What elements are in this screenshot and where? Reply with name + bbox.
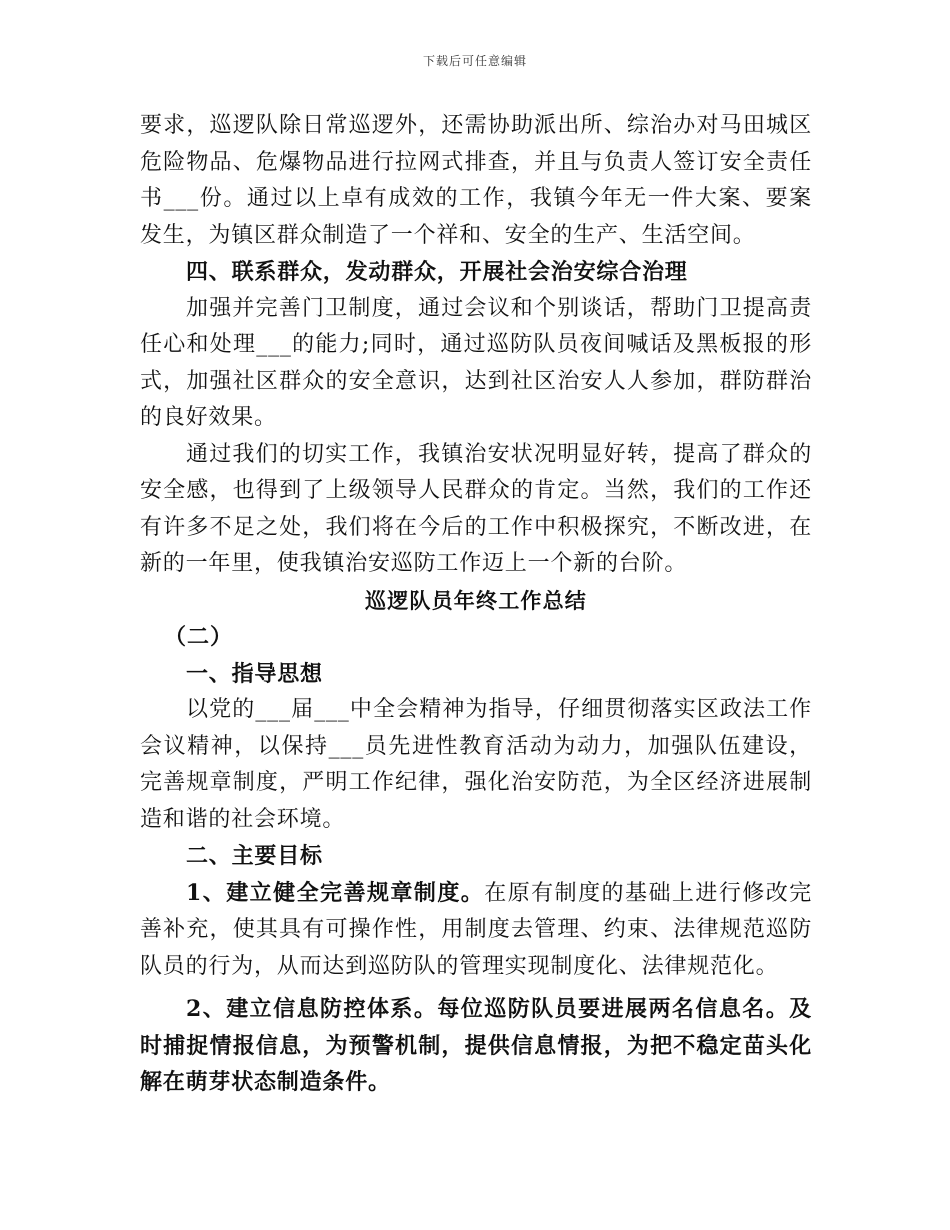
paragraph-1: 要求，巡逻队除日常巡逻外，还需协助派出所、综治办对马田城区危险物品、危爆物品进行拉网式排查，并且与负责人签订安全责任书___份。通过以上卓有成效的工作，我镇今年无一件大案、要案发生，为镇区群众制造了一个祥和、安全的生产、生活空间。	[140, 113, 812, 248]
paragraph-3: 通过我们的切实工作，我镇治安状况明显好转，提高了群众的安全感，也得到了上级领导人民群众的肯定。当然，我们的工作还有许多不足之处，我们将在今后的工作中积极探究，不断改进，在新的一年里，使我镇治安巡防工作迈上一个新的台阶。	[140, 441, 812, 576]
document-title: 巡逻队员年终工作总结	[365, 587, 587, 613]
paragraph-6: 2、建立信息防控体系。每位巡防队员要进展两名信息名。及时捕捉情报信息，为预警机制，提供信息情报，为把不稳定苗头化解在萌芽状态制造条件。	[140, 996, 812, 1095]
document-subtitle: （二）	[164, 624, 234, 650]
paragraph-2: 加强并完善门卫制度，通过会议和个别谈话，帮助门卫提高责任心和处理___的能力;同时，通过巡防队员夜间喊话及黑板报的形式，加强社区群众的安全意识，达到社区治安人人参加，群防群治的良好效果。	[140, 295, 812, 430]
page-header: 下载后可任意编辑	[422, 54, 527, 68]
section-heading-4: 四、联系群众，发动群众，开展社会治安综合治理	[186, 259, 688, 285]
document-body	[140, 108, 812, 1101]
section-heading-2: 二、主要目标	[186, 843, 323, 869]
section-heading-1: 一、指导思想	[186, 660, 323, 687]
paragraph-5-lead: 1、建立健全完善规章制度。	[186, 879, 485, 906]
paragraph-4: 以党的___届___中全会精神为指导，仔细贯彻落实区政法工作会议精神，以保持___员先进性教育活动为动力，加强队伍建设，完善规章制度，严明工作纪律，强化治安防范，为全区经济进展制造和谐的社会环境。	[140, 697, 812, 832]
paragraph-5	[140, 875, 812, 986]
paragraph-5-rest: 在原有制度的基础上进行修改完善补充，使其具有可操作性，用制度去管理、约束、法律规范巡防队员的行为，从而达到巡防队的管理实现制度化、法律规范化。	[140, 880, 812, 979]
